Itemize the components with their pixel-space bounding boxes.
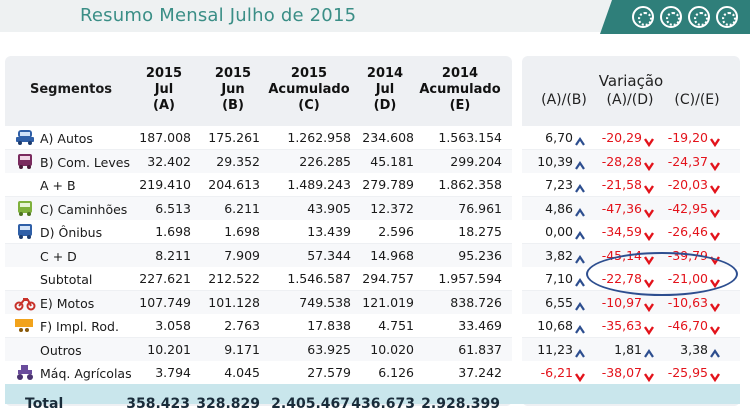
variation-value: -45,14 [601,247,642,263]
table-row [5,338,740,361]
variation-col-ce: (C)/(E) [674,92,720,108]
variation-value: 1,81 [614,341,642,357]
variation-value: -28,28 [601,153,642,169]
total-label: Total [25,396,64,412]
row-value: 10.201 [147,341,191,357]
arrow-down-icon [710,320,720,330]
row-value: 63.925 [307,341,351,357]
row-value: 4.045 [224,365,260,380]
column-header-a: 2015 Jul (A) [145,66,183,113]
wheel-logo-icon [632,6,654,28]
wheel-logo-icon [716,6,738,28]
row-value: 187.008 [139,130,191,145]
row-value: 4.751 [378,318,414,333]
row-value: 2.596 [378,224,414,239]
variation-value: -22,78 [601,271,642,286]
row-value: 1.489.243 [287,177,351,192]
row-value: 29.352 [216,153,260,169]
row-value: 121.019 [362,294,414,310]
row-value: 299.204 [450,153,502,169]
row-value: 1.262.958 [287,130,351,145]
row-value: 18.275 [458,224,502,239]
variation-value: -42,95 [667,200,708,216]
row-value: 2.763 [224,318,260,333]
variation-value: -6,21 [540,365,573,380]
variation-value: -46,70 [667,318,708,333]
variation-value: 10,39 [537,153,573,169]
row-value: 1.957.594 [438,271,502,286]
row-value: 1.563.154 [438,130,502,145]
row-label: A) Autos [40,131,93,146]
arrow-down-icon [710,203,720,213]
variation-value: -38,07 [601,365,642,380]
row-label: C + D [40,248,77,264]
row-value: 12.372 [370,200,414,216]
row-value: 279.789 [362,177,414,192]
total-value-a: 358.423 [126,396,190,412]
row-value: 17.838 [307,318,351,333]
arrow-down-icon [710,297,720,307]
column-header-e: 2014 Acumulado (E) [419,66,501,113]
row-value: 204.613 [208,177,260,192]
arrow-down-icon [710,226,720,236]
variation-value: -26,46 [667,224,708,239]
column-header-d: 2014 Jul (D) [366,66,404,113]
variation-value: -20,29 [601,130,642,145]
segments-header: Segmentos [30,82,112,97]
row-value: 7.909 [224,247,260,263]
highlight-ellipse [586,252,738,296]
row-value: 227.621 [139,271,191,286]
row-value: 8.211 [155,247,191,263]
total-value-e: 2.928.399 [421,396,500,412]
variation-value: 6,55 [545,294,573,310]
row-label: Máq. Agrícolas [40,366,132,381]
row-value: 57.344 [307,247,351,263]
row-label: E) Motos [40,295,95,311]
column-header-b: 2015 Jun (B) [214,66,252,113]
table-row [5,150,740,173]
row-value: 32.402 [147,153,191,169]
page-header [0,0,750,34]
variation-value: 3,38 [680,341,708,357]
variation-value: -24,37 [667,153,708,169]
row-value: 838.726 [450,294,502,310]
variation-value: 3,82 [545,247,573,263]
row-value: 9.171 [224,341,260,357]
variation-col-ad: (A)/(D) [606,92,654,108]
row-value: 212.522 [208,271,260,286]
variation-value: -35,63 [601,318,642,333]
variation-col-ab: (A)/(B) [541,92,587,108]
van-icon [15,153,35,170]
row-value: 14.968 [370,247,414,263]
trailer-icon [15,317,35,334]
row-label: Subtotal [40,272,93,287]
variation-value: -20,03 [667,177,708,192]
total-value-b: 328.829 [196,396,260,412]
table-row [5,173,740,196]
row-value: 219.410 [139,177,191,192]
row-label: A + B [40,178,76,193]
wheel-logo-icon [660,6,682,28]
variation-value: -47,36 [601,200,642,216]
column-header-c: 2015 Acumulado (C) [268,66,350,113]
row-value: 95.236 [458,247,502,263]
row-value: 43.905 [307,200,351,216]
variation-value: 10,68 [537,318,573,333]
wheel-logo-icon [688,6,710,28]
tractor-icon [15,364,35,381]
variation-value: -19,20 [667,130,708,145]
row-value: 27.579 [307,365,351,380]
page-title: Resumo Mensal Julho de 2015 [80,5,357,26]
variation-value: 6,70 [545,130,573,145]
row-value: 13.439 [307,224,351,239]
car-icon [15,129,35,146]
table-row [5,197,740,220]
row-value: 294.757 [362,271,414,286]
table-row [5,126,740,149]
total-value-c: 2.405.467 [271,396,350,412]
row-value: 6.126 [378,365,414,380]
arrow-up-icon [710,344,720,354]
arrow-down-icon [710,132,720,142]
row-value: 101.128 [208,294,260,310]
table-row [5,361,740,384]
row-value: 234.608 [362,130,414,145]
row-value: 226.285 [299,153,351,169]
total-value-d: 436.673 [351,396,415,412]
arrow-down-icon [710,367,720,377]
variation-value: 11,23 [537,341,573,357]
table-row [5,314,740,337]
row-label: D) Ônibus [40,225,103,240]
row-value: 76.961 [458,200,502,216]
row-value: 1.698 [224,224,260,239]
variation-value: 0,00 [545,224,573,239]
row-value: 175.261 [208,130,260,145]
variation-value: 4,86 [545,200,573,216]
variation-value: -21,00 [667,271,708,286]
variation-value: -25,95 [667,365,708,380]
row-value: 45.181 [370,153,414,169]
row-value: 61.837 [458,341,502,357]
motorcycle-icon [15,294,35,311]
row-value: 3.794 [155,365,191,380]
row-label: Outros [40,342,82,358]
variation-value: -21,58 [601,177,642,192]
row-value: 1.698 [155,224,191,239]
row-label: F) Impl. Rod. [40,319,119,334]
row-value: 37.242 [458,365,502,380]
row-value: 107.749 [139,294,191,310]
bus-icon [15,223,35,240]
row-value: 749.538 [299,294,351,310]
row-value: 1.862.358 [438,177,502,192]
variation-value: -10,97 [601,294,642,310]
row-value: 3.058 [155,318,191,333]
row-value: 1.546.587 [287,271,351,286]
row-value: 10.020 [370,341,414,357]
variation-value: -34,59 [601,224,642,239]
row-value: 33.469 [458,318,502,333]
row-value: 6.211 [224,200,260,216]
row-label: C) Caminhões [40,201,128,217]
table-row [5,220,740,243]
variation-header: Variação [598,72,664,90]
variation-value: -10,63 [667,294,708,310]
variation-value: -39,79 [667,247,708,263]
arrow-down-icon [710,156,720,166]
row-label: B) Com. Leves [40,154,130,170]
truck-icon [15,200,35,217]
variation-value: 7,23 [545,177,573,192]
row-value: 6.513 [155,200,191,216]
arrow-down-icon [710,179,720,189]
variation-value: 7,10 [545,271,573,286]
